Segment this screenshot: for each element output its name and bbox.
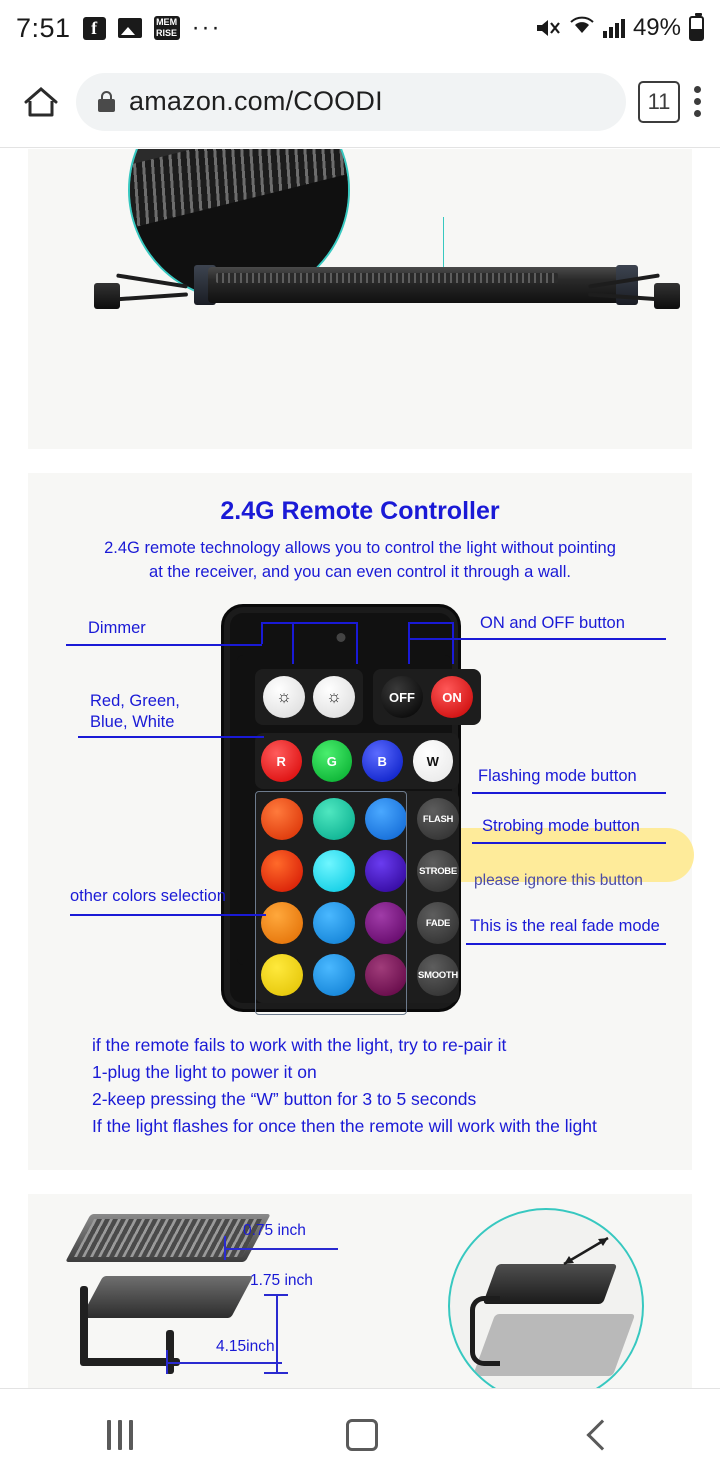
color-swatch (313, 954, 355, 996)
bar-body (208, 267, 628, 303)
power-group (373, 669, 481, 725)
lock-icon (98, 91, 115, 112)
remote-top-row (255, 669, 462, 725)
remote-keypad (237, 655, 462, 981)
dimensions-panel (28, 1194, 692, 1388)
annotation-on-off: ON and OFF button (480, 614, 625, 632)
dimension-tick (166, 1350, 168, 1374)
repair-line-3: If the light flashes for once then the remote will work with the light (92, 1116, 597, 1136)
leader-line (452, 622, 454, 664)
white-button: W (413, 740, 454, 782)
wifi-icon (569, 15, 595, 42)
remote-controller-panel (28, 473, 692, 1170)
dimension-width-label: 4.15inch (216, 1338, 275, 1355)
battery-icon (689, 16, 704, 41)
dimmer-group (255, 669, 363, 725)
annotation-other-colors: other colors selection (70, 887, 226, 905)
leader-line (66, 644, 262, 646)
red-button: R (261, 740, 302, 782)
memrise-line-1: MEM (156, 17, 178, 27)
overflow-menu-icon[interactable] (692, 86, 702, 117)
leader-line (466, 943, 666, 945)
dimension-tick (264, 1294, 288, 1296)
home-icon[interactable] (18, 79, 64, 125)
annotation-rgbw-line-2: Blue, White (90, 713, 175, 731)
mute-icon (535, 17, 561, 39)
rgbw-row (255, 733, 459, 789)
blue-button: B (362, 740, 403, 782)
green-button: G (312, 740, 353, 782)
leader-line (78, 736, 264, 738)
on-button: ON (431, 676, 473, 718)
remote-section-subtitle (28, 536, 692, 584)
color-grid (255, 791, 459, 1003)
fade-button: FADE (417, 902, 459, 944)
repair-line-1: 1-plug the light to power it on (92, 1062, 317, 1082)
annotation-strobing: Strobing mode button (482, 817, 640, 835)
dimension-height-label: 1.75 inch (250, 1272, 313, 1289)
leader-line (70, 914, 266, 916)
color-swatch (261, 798, 303, 840)
color-swatch (313, 902, 355, 944)
annotation-real-fade: This is the real fade mode (470, 917, 660, 935)
leader-line (408, 622, 454, 624)
repair-line-0: if the remote fails to work with the light, try to re-pair it (92, 1035, 507, 1055)
tab-count-button[interactable]: 11 (638, 81, 680, 123)
dimension-line (276, 1294, 278, 1372)
subtitle-line-1: 2.4G remote technology allows you to control the light without pointing (104, 539, 616, 557)
annotation-rgbw-line-1: Red, Green, (90, 692, 180, 710)
leader-line (261, 622, 263, 644)
off-button: OFF (381, 676, 423, 718)
led-light-bar-photo (76, 259, 692, 329)
remote-led-indicator (337, 633, 346, 642)
leader-line (292, 622, 294, 664)
color-swatch (313, 798, 355, 840)
adjustable-bracket-circle-photo (448, 1208, 644, 1388)
product-photo-panel (28, 149, 692, 449)
leader-line (472, 792, 666, 794)
color-swatch (365, 954, 407, 996)
status-time: 7:51 (16, 12, 71, 43)
memrise-line-2: RISE (156, 28, 178, 38)
leader-line (261, 622, 357, 624)
leader-line (356, 622, 358, 664)
remote-device-image (221, 604, 461, 1012)
repair-line-2: 2-keep pressing the “W” button for 3 to 5 seconds (92, 1089, 477, 1109)
annotation-dimmer: Dimmer (88, 619, 146, 637)
color-swatch (261, 902, 303, 944)
strobe-button: STROBE (417, 850, 459, 892)
status-bar (0, 0, 720, 56)
flash-button: FLASH (417, 798, 459, 840)
facebook-icon: f (83, 17, 106, 40)
dimension-line (166, 1362, 282, 1364)
recents-button[interactable] (107, 1420, 133, 1450)
back-button[interactable] (587, 1419, 618, 1450)
battery-percentage: 49% (632, 14, 681, 41)
url-bar[interactable] (76, 73, 626, 131)
color-swatch (261, 954, 303, 996)
url-text: amazon.com/COODI (129, 86, 383, 116)
subtitle-line-2: at the receiver, and you can even control it through a wall. (149, 563, 571, 581)
annotation-rgbw (90, 691, 240, 733)
bracket-left (94, 273, 186, 313)
dimension-line (224, 1248, 338, 1250)
dimension-tick (224, 1236, 226, 1260)
color-swatch (313, 850, 355, 892)
color-swatch (261, 850, 303, 892)
remote-section-title: 2.4G Remote Controller (220, 497, 500, 525)
repair-instructions (28, 1032, 692, 1140)
web-page-content[interactable] (0, 149, 720, 1388)
home-button[interactable] (346, 1419, 378, 1451)
memrise-icon (154, 16, 180, 40)
leader-line (408, 638, 666, 640)
color-swatch (365, 850, 407, 892)
android-navigation-bar (0, 1388, 720, 1480)
status-bar-left (16, 13, 222, 44)
more-notifications-icon: ··· (191, 14, 222, 41)
color-swatch (365, 798, 407, 840)
browser-toolbar (0, 56, 720, 148)
dim-down-button: ☼ (313, 676, 355, 718)
status-bar-right (535, 14, 704, 42)
smooth-button: SMOOTH (417, 954, 459, 996)
color-swatch (365, 902, 407, 944)
dim-up-button: ☼ (263, 676, 305, 718)
dimension-depth-label: 0.75 inch (243, 1222, 306, 1239)
photos-icon (118, 18, 142, 38)
dimension-tick (264, 1372, 288, 1374)
double-arrow-icon (560, 1234, 616, 1268)
annotation-flashing: Flashing mode button (478, 767, 637, 785)
annotation-ignore-button: please ignore this button (474, 872, 643, 889)
remote-diagram (28, 596, 692, 1026)
signal-icon (603, 18, 625, 38)
leader-line (408, 622, 410, 664)
leader-line (472, 842, 666, 844)
bracket-right (588, 273, 680, 313)
